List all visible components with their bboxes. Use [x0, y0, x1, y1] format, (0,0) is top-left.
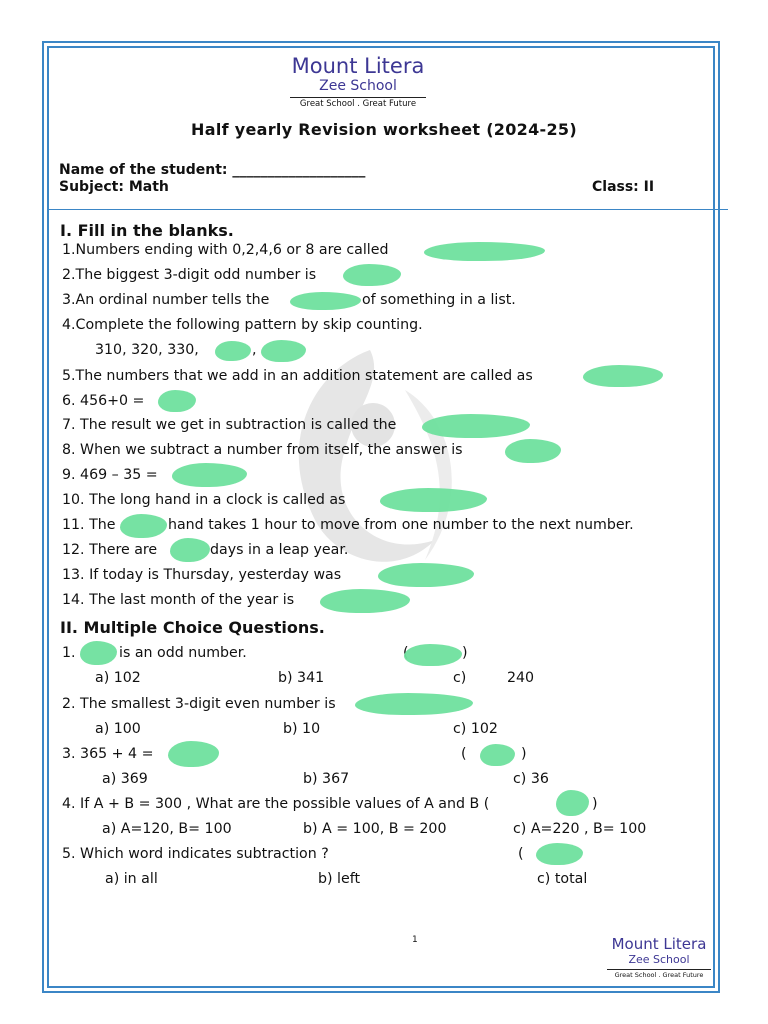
mcq-4-option-a: a) A=120, B= 100	[102, 821, 232, 837]
mcq-5-text: 5. Which word indicates subtraction ?	[62, 846, 329, 862]
mcq-1-option-a: a) 102	[95, 670, 141, 686]
logo-sub: Zee School	[628, 953, 690, 966]
logo-tagline: Great School . Great Future	[614, 971, 704, 979]
mcq-4-text: 4. If A + B = 300 , What are the possible values of A and B (	[62, 796, 490, 812]
school-logo-bottom	[607, 935, 711, 979]
mcq-1-option-c: c)	[453, 670, 467, 686]
mcq-1-option-c-value: 240	[507, 670, 535, 686]
fill-item-12: 12. There are	[62, 542, 158, 558]
mcq-5-option-b: b) left	[318, 871, 361, 887]
fill-item-1: 1.Numbers ending with 0,2,4,6 or 8 are called	[62, 242, 389, 258]
mcq-1-text: is an odd number.	[119, 645, 247, 661]
fill-item-3-end: of something in a list.	[362, 292, 516, 308]
fill-item-4: 4.Complete the following pattern by skip counting.	[62, 317, 423, 333]
mcq-5-option-a: a) in all	[105, 871, 158, 887]
fill-item-11: 11. The	[62, 517, 116, 533]
fill-item-8: 8. When we subtract a number from itself, the answer is	[62, 442, 463, 458]
section-1-heading: I. Fill in the blanks.	[60, 221, 234, 240]
mcq-2-text: 2. The smallest 3-digit even number is	[62, 696, 336, 712]
fill-item-2: 2.The biggest 3-digit odd number is	[62, 267, 317, 283]
student-name-label: Name of the student: ___________________	[59, 162, 366, 178]
fill-item-11-end: hand takes 1 hour to move from one number to the next number.	[168, 517, 634, 533]
mcq-3-option-c: c) 36	[513, 771, 549, 787]
logo-brand: Mount Litera	[611, 935, 707, 953]
mcq-3-option-a: a) 369	[102, 771, 148, 787]
fill-item-7: 7. The result we get in subtraction is called the	[62, 417, 397, 433]
fill-item-10: 10. The long hand in a clock is called as	[62, 492, 346, 508]
fill-item-3: 3.An ordinal number tells the	[62, 292, 270, 308]
worksheet-title: Half yearly Revision worksheet (2024-25)	[191, 120, 577, 139]
fill-item-9: 9. 469 – 35 =	[62, 467, 158, 483]
mcq-2-option-a: a) 100	[95, 721, 141, 737]
fill-item-12-end: days in a leap year.	[210, 542, 349, 558]
school-logo-top	[290, 54, 426, 109]
header-divider	[47, 209, 728, 210]
fill-item-5: 5.The numbers that we add in an addition statement are called as	[62, 368, 533, 384]
fill-item-13: 13. If today is Thursday, yesterday was	[62, 567, 342, 583]
logo-sub: Zee School	[319, 78, 397, 94]
fill-item-14: 14. The last month of the year is	[62, 592, 295, 608]
subject-label: Subject: Math	[59, 179, 169, 195]
mcq-2-option-b: b) 10	[283, 721, 321, 737]
fill-item-6: 6. 456+0 =	[62, 393, 145, 409]
section-2-heading: II. Multiple Choice Questions.	[60, 618, 325, 637]
logo-tagline: Great School . Great Future	[299, 99, 417, 109]
mcq-1-number: 1.	[62, 645, 76, 661]
mcq-1-option-b: b) 341	[278, 670, 325, 686]
mcq-5-option-c: c) total	[537, 871, 588, 887]
logo-brand: Mount Litera	[291, 54, 425, 78]
page-number: 1	[412, 935, 418, 945]
class-label: Class: II	[592, 179, 655, 195]
mcq-3-option-b: b) 367	[303, 771, 350, 787]
mcq-4-option-b: b) A = 100, B = 200	[303, 821, 447, 837]
pattern-sequence: 310, 320, 330,	[95, 342, 199, 358]
mcq-3-text: 3. 365 + 4 =	[62, 746, 154, 762]
mcq-2-option-c: c) 102	[453, 721, 498, 737]
mcq-4-option-c: c) A=220 , B= 100	[513, 821, 647, 837]
